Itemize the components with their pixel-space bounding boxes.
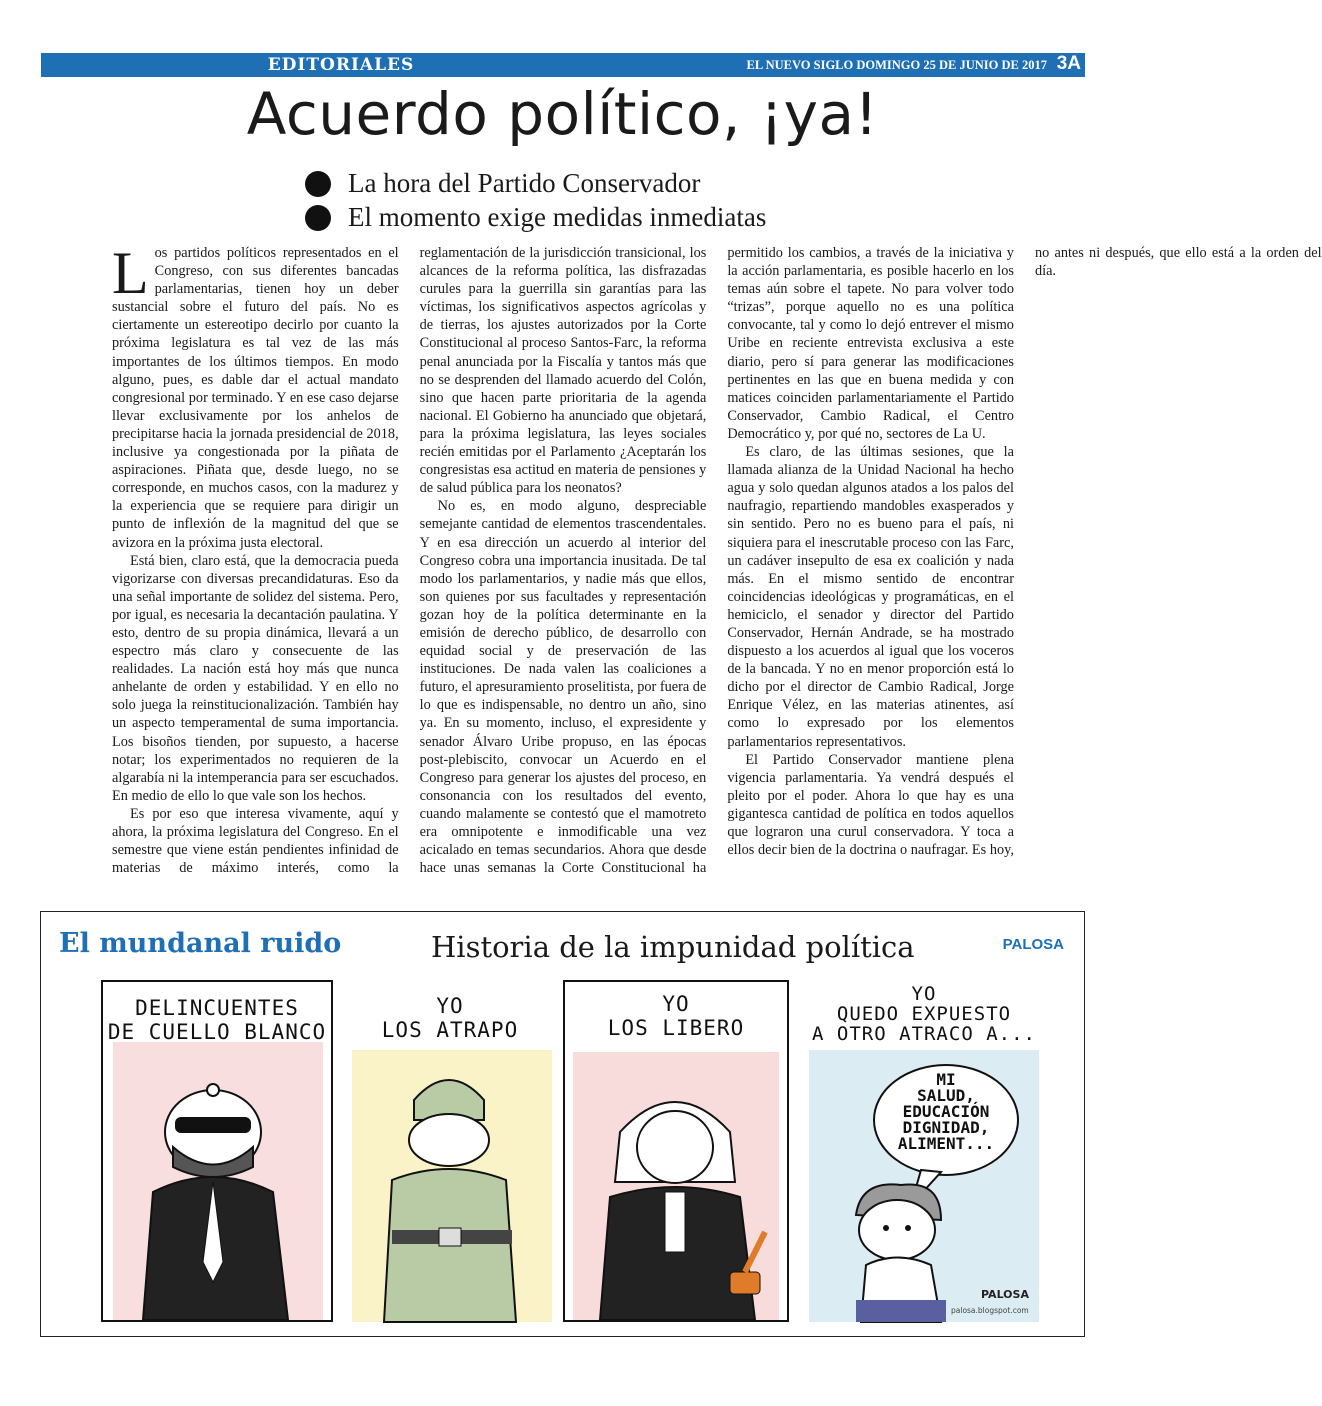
subhead-2 <box>305 202 766 233</box>
article-paragraph <box>112 240 399 552</box>
cartoon-panel-3 <box>563 980 789 1322</box>
subhead-1 <box>305 168 700 199</box>
caption-line: YO <box>911 983 937 1005</box>
cartoon-panel-1 <box>101 980 333 1322</box>
article-paragraph: El Partido Conservador mantiene plena vigencia parlamentaria. Ya vendrá después el pleito por el poder. Ahora lo que hay es una gigantesca cantidad de política en todos aquellos que lograron una curul conservadora. Y toca a ellos decir bien de la doctrina o naufragar. Es hoy, no antes ni después, que ello está a la orden del día. <box>727 245 1322 859</box>
caption-line: DE CUELLO BLANCO <box>107 1020 327 1044</box>
editorial-article <box>112 240 1322 892</box>
section-title: EDITORIALES <box>267 55 415 75</box>
cartoon-title: Historia de la impunidad política <box>431 930 915 964</box>
headline: Acuerdo político, ¡ya! <box>246 80 879 148</box>
bullet-icon <box>305 171 331 197</box>
panel-caption <box>344 994 556 1042</box>
cartoon-panel-4 <box>801 980 1047 1322</box>
bubble-line: MI <box>936 1070 956 1089</box>
cartoon-strip <box>101 980 1036 1322</box>
panel-caption <box>565 992 787 1040</box>
article-paragraph: Está bien, claro está, que la democracia pueda vigorizarse con diversas precandidaturas. Eso da una señal importante de solidez del sistema. Pero, por igual, es necesaria la decantación paulatina. Y esto, dentro de su propia dinámica, llevará a un espectro más claro y consecuente de las realidades. La nación está hoy más que nunca anhelante de orden y estabilidad. Y en ello no solo juega la reinstitucionalización. También hay un aspecto temperamental de suma importancia. Los bisoños tienden, por supuesto, a hacerse notar; los experimentados no requieren de la algarabía ni la intemperancia para ser escuchados. En medio de ello lo que vale son los hechos. <box>112 552 399 804</box>
bullet-icon <box>305 205 331 231</box>
panel-caption <box>103 996 331 1044</box>
bubble-line: SALUD, <box>917 1086 975 1105</box>
caption-line: LOS ATRAPO <box>381 1018 519 1042</box>
page-number: 3A <box>1056 53 1081 74</box>
caption-line: YO <box>662 992 690 1016</box>
speech-bubble-text <box>886 1072 1006 1152</box>
caption-line: YO <box>436 994 464 1018</box>
article-paragraph: Es por eso que interesa vivamente, aquí y ahora, la próxima legislatura del Congreso. En el semestre que viene están pendientes infinidad de materias de máximo interés, como la reglamentación de la jurisdicción transicional, los alcances de la reforma política, las disfrazadas curules para la guerrilla sin garantías para las víctimas, los significativos aspectos agrícolas y de tierras, los ajustes autorizados por la Corte Constitucional al proceso Santos-Farc, la reforma penal anunciada por la Fiscalía y tantos más que no se desprenden del llamado acuerdo del Colón, sino que hacen parte prioritaria de la agenda nacional. El Gobierno ha anunciado que objetará, para la próxima legislatura, las leyes sociales recién emitidas por el Parlamento ¿Aceptarán los congresistas esa actitud en materia de pensiones y de salud pública para los neonatos? <box>112 245 707 877</box>
cartoon-section-label: El mundanal ruido <box>59 928 342 959</box>
cartoon-author: PALOSA <box>1002 936 1064 953</box>
panel-caption <box>801 984 1047 1044</box>
subhead-text: La hora del Partido Conservador <box>348 168 701 198</box>
cartoon-panel-2 <box>344 980 556 1322</box>
bubble-line: EDUCACIÓN <box>902 1102 990 1121</box>
article-paragraph: Es claro, de las últimas sesiones, que la llamada alianza de la Unidad Nacional ha hecho agua y solo quedan algunos atados a los palos del naufragio, repartiendo mandobles exasperados y sin sentido. Pero no es bueno para el país, ni siquiera para el inescrutable proceso con las Farc, un cadáver insepulto de esa ex coalición y nada más. En el mismo sentido de encontrar coincidencias ideológicas y programáticas, en el hemiciclo, el senador y director del Partido Conservador, Hernán Andrade, se ha mostrado dispuesto a los acuerdos al igual que los voceros de la bancada. Y no en menor proporción está lo dicho por el director de Cambio Radical, Jorge Enrique Vélez, en las materias atinentes, así como lo expresado por los elementos parlamentarios representativos. <box>727 444 1014 750</box>
caption-line: DELINCUENTES <box>135 996 299 1020</box>
article-paragraph: No es, en modo alguno, despreciable semejante cantidad de elementos trascendentales. Y en esa dirección un acuerdo al interior del Congreso cobra una importancia inusitada. De tal modo los parlamentarios, y nadie más que ellos, son quienes por sus facultades y representación gozan hoy de la política determinante en la emisión de derecho público, de desarrollo con equidad social y de preservación de las instituciones. De nada valen las coaliciones a futuro, el apresuramiento proselitista, por fuera de lo que es indispensable, no dentro un año, sino ya. En su momento, incluso, el expresidente y senador Álvaro Uribe propuso, en las épocas post-plebiscito, convocar un Acuerdo en el Congreso para generar los ajustes del proceso, en consonancia con los resultados del evento, cuando malamente se contestó que el mamotreto era omnipotente e inmodificable una vez acicalado en temas secundarios. Ahora que desde hace unas semanas la Corte Constitucional ha permitido los cambios, a través de la iniciativa y la acción parlamentaria, es posible hacerlo en los temas aún sobre el tapete. No para volver todo “trizas”, porque aquello no es una política convocante, tal y como lo dejó entrever el mismo Uribe en reciente entrevista exclusiva a este diario, pero sí para generar las modificaciones pertinentes en las que en buena medida y con matices coinciden parlamentariamente el Partido Conservador, Cambio Radical, el Centro Democrático y, por qué no, sectores de La U. <box>419 245 1014 877</box>
cartoon-box <box>40 911 1085 1337</box>
caption-line: LOS LIBERO <box>607 1016 745 1040</box>
caption-line: A OTRO ATRACO A... <box>812 1023 1036 1045</box>
caption-line: QUEDO EXPUESTO <box>836 1003 1012 1025</box>
paragraph-text: os partidos políticos representados en el Congreso, con sus diferentes bancadas parlamentarias, tienen hoy un deber sustancial sobre el futuro del país. No es ciertamente un estereotipo decirlo por cuanto la próxima legislatura es tal vez de las más importantes de los últimos tiempos. En modo alguno, pues, es dable dar el actual mandato congresional por terminado. Y en ese caso dejarse llevar exclusivamente por los anhelos de precipitarse hacia la jornada presidencial de 2018, inclusive ya congestionada por la piñata de aspiraciones. Piñata que, desde luego, no se corresponde, en muchos casos, con la madurez y la experiencia que se requiere para dirigir un punto de inflexión de la magnitud del que se avizora en la próxima justa electoral. <box>112 245 399 551</box>
bubble-line: ALIMENT... <box>897 1134 995 1153</box>
newspaper-date: EL NUEVO SIGLO DOMINGO 25 DE JUNIO DE 2017 <box>746 58 1047 72</box>
bubble-line: DIGNIDAD, <box>902 1118 990 1137</box>
artist-blog: palosa.blogspot.com <box>951 1306 1029 1315</box>
dropcap: L <box>112 240 149 306</box>
section-header-bar <box>41 53 1085 77</box>
subhead-text: El momento exige medidas inmediatas <box>348 202 767 232</box>
artist-signature: PALOSA <box>981 1288 1029 1301</box>
